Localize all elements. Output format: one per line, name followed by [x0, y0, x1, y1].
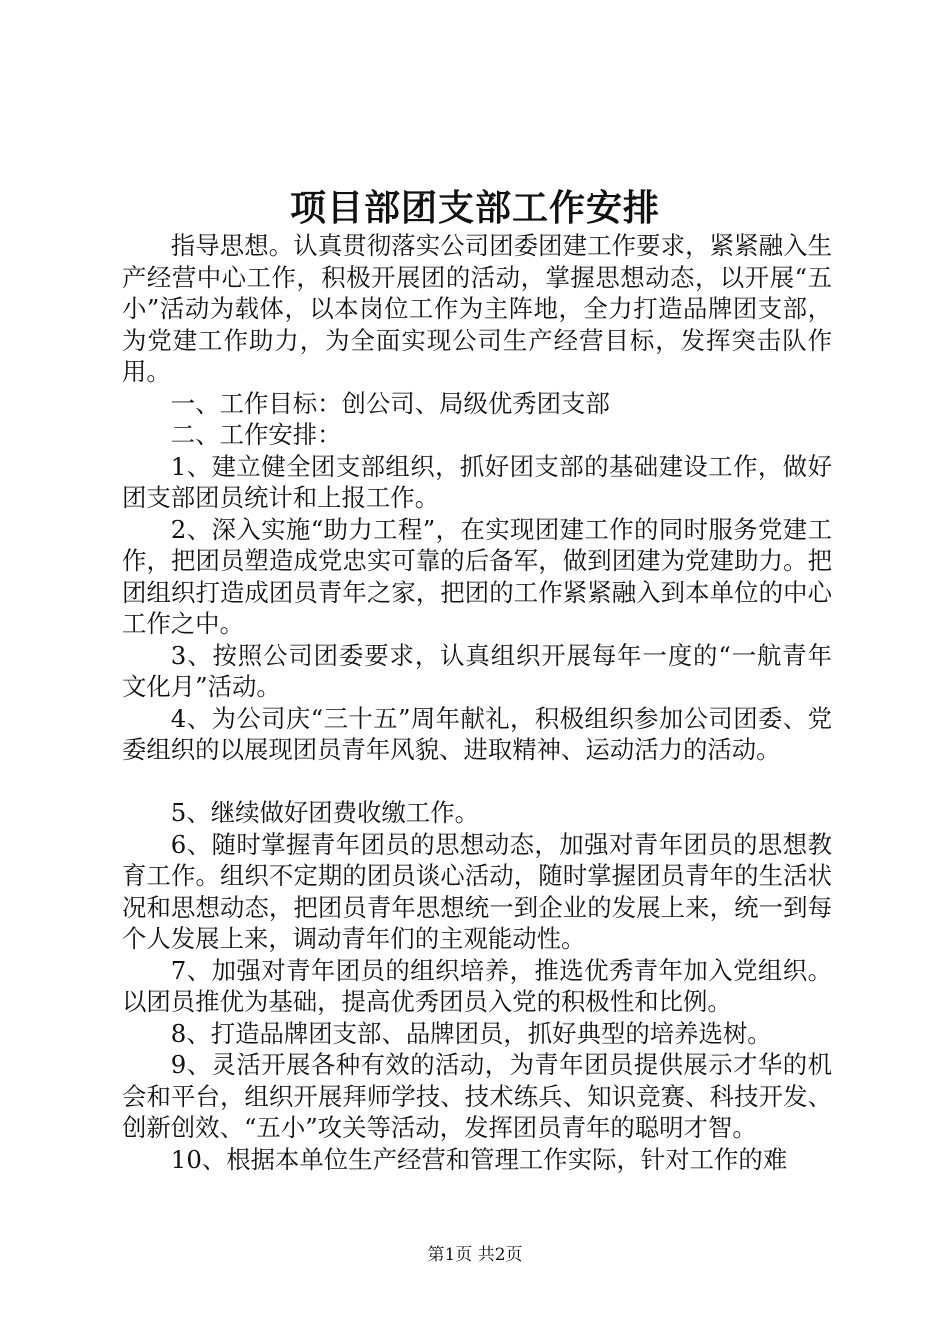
paragraph-item-7: 7、加强对青年团员的组织培养，推选优秀青年加入党组织。以团员推优为基础，提高优秀团员入党的积极性和比例。: [122, 955, 832, 1016]
paragraph-item-1: 1、建立健全团支部组织，抓好团支部的基础建设工作，做好团支部团员统计和上报工作。: [122, 451, 832, 512]
paragraph-item-5: 5、继续做好团费收缴工作。: [170, 798, 480, 827]
paragraph-item-3: 3、按照公司团委要求，认真组织开展每年一度的“一航青年文化月”活动。: [122, 640, 832, 701]
paragraph-item-9: 9、灵活开展各种有效的活动，为青年团员提供展示才华的机会和平台，组织开展拜师学技、技术练兵、知识竞赛、科技开发、创新创效、“五小”攻关等活动，发挥团员青年的聪明才智。: [122, 1050, 832, 1142]
paragraph-item-8: 8、打造品牌团支部、品牌团员，抓好典型的培养选树。: [170, 1018, 772, 1048]
paragraph-guiding-thought: 指导思想。认真贯彻落实公司团委团建工作要求，紧紧融入生产经营中心工作，积极开展团的活动，掌握思想动态，以开展“五小”活动为载体，以本岗位工作为主阵地，全力打造品牌团支部，为党建工作助力，为全面实现公司生产经营目标，发挥突击队作用。: [122, 231, 832, 386]
paragraph-item-10: 10、根据本单位生产经营和管理工作实际，针对工作的难: [170, 1144, 788, 1174]
document-title: 项目部团支部工作安排: [289, 187, 660, 229]
paragraph-item-4: 4、为公司庆“三十五”周年献礼，积极组织参加公司团委、党委组织的以展现团员青年风貌、进取精神、运动活力的活动。: [122, 703, 832, 764]
paragraph-item-2: 2、深入实施“助力工程”，在实现团建工作的同时服务党建工作，把团员塑造成党忠实可靠的后备军，做到团建为党建助力。把团组织打造成团员青年之家，把团的工作紧紧融入到本单位的中心工作之中。: [122, 514, 832, 638]
paragraph-work-plan-heading: 二、工作安排：: [170, 420, 342, 449]
paragraph-work-goal: 一、工作目标：创公司、局级优秀团支部: [170, 388, 610, 418]
page-footer: 第1页 共2页: [427, 1245, 523, 1265]
paragraph-item-6: 6、随时掌握青年团员的思想动态，加强对青年团员的思想教育工作。组织不定期的团员谈心活动，随时掌握团员青年的生活状况和思想动态，把团员青年思想统一到企业的发展上来，统一到每个人发展上来，调动青年们的主观能动性。: [122, 829, 832, 953]
document-body: [122, 230, 832, 1175]
